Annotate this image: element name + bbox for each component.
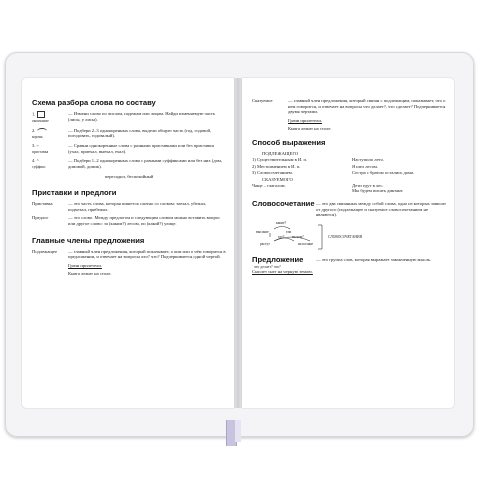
expression-row: 2) Местоимением в И. п. Я шел лесом.	[252, 163, 378, 169]
analysis-row	[32, 128, 226, 141]
analysis-row	[32, 158, 226, 170]
analysis-text: — Подбери 2–3 однокоренных слова, выдели общую часть (год, годовой, погодовать, годовалый).	[68, 127, 212, 139]
term-row	[252, 198, 446, 218]
right-page-content	[252, 98, 446, 274]
term-row	[32, 215, 226, 226]
diagram-label: СЛОВОСОЧЕТАНИЯ	[328, 234, 363, 239]
term-row	[32, 249, 226, 260]
term: Подлежащее	[32, 248, 57, 254]
section-title-phrase: Словосочетание	[252, 198, 315, 208]
term-row	[32, 201, 226, 212]
term-definition: — это группа слов, которая выражает законченную мысль.	[316, 256, 432, 262]
example-sentence: Сыплет снег на черную землю.	[252, 269, 313, 275]
term: Сказуемое	[252, 98, 273, 103]
prefix-symbol-icon: ⌐	[36, 143, 40, 149]
term-row	[252, 98, 446, 115]
left-page-content	[32, 98, 226, 277]
example-sentence: Книга лежит на столе.	[68, 271, 112, 277]
left-page	[22, 78, 234, 408]
row-number: 1.	[32, 111, 36, 117]
ending-symbol-icon	[37, 111, 45, 118]
right-page	[242, 78, 454, 408]
section-title-word-analysis: Схема разбора слова по составу	[32, 98, 156, 107]
section-title-main-members: Главные члены предложения	[32, 235, 145, 245]
term-definition: — главный член предложения, который показывает, о ком или о чём говорится в предложении, и отвечает на вопросы кто? что? Подчеркивается одной чертой.	[68, 248, 226, 260]
term-row	[252, 254, 446, 264]
expression-row: 1) Существительным в И. п. Наступило лето.	[252, 156, 385, 162]
bookmark-ribbon-edge	[235, 420, 241, 442]
subheading: СКАЗУЕМОГО	[262, 176, 293, 182]
term-definition: — главный член предложения, который связан с подлежащим, показывает, что о нем говорится, и отвечает на вопросы что делает?, что сделает? Подчеркивается двумя чертами.	[288, 98, 446, 115]
suffix-symbol-icon: ^	[36, 158, 39, 164]
row-number: 2.	[32, 127, 36, 133]
section-title-prefixes: Приставки и предлоги	[32, 188, 117, 198]
expression-row: 3) Словосочетанием. Сестра с братом остались дома.	[252, 170, 415, 176]
example-sentence: Грачи прилетели.	[288, 117, 322, 123]
symbol-label: суффикс	[32, 164, 46, 169]
phrase-diagram: какие? высокие ели где? на чем? растут на поляне СЛОВОСОЧЕТАНИЯ	[252, 221, 446, 251]
section-title-expression: Способ выражения	[252, 137, 326, 147]
term-definition: — это слово. Между предлогом и следующим словом можно вставить вопрос или другое слово: за (каким?) лесом, по (какой?) улице.	[68, 215, 221, 226]
analysis-text: — Измени слово по числам, падежам или лицам. Найди изменяемую часть (лисы, у лисы).	[68, 111, 216, 122]
term-definition: — это два связанных между собой слова, одно из которых зависит от другого (подлежащее и сказуемое словосочетанием не являются).	[316, 200, 446, 218]
question-hint: что делает? что?	[254, 265, 281, 270]
symbol-label: окончание	[32, 119, 49, 123]
term: Приставка	[32, 201, 53, 207]
symbol-label: корень	[32, 134, 43, 139]
example-line: пересадил, беспокойный	[104, 173, 154, 179]
row-number: 3.	[32, 143, 36, 149]
analysis-text: — Сравни однокоренные слова с разными приставками или без приставки (ухал, приехал, выехал, ехал).	[68, 143, 214, 154]
notebook-spine	[234, 78, 242, 408]
section-title-sentence: Предложение	[252, 254, 304, 264]
analysis-row	[32, 143, 226, 155]
root-symbol-icon	[37, 128, 47, 134]
example-sentence: Грачи прилетели.	[68, 262, 102, 268]
term-definition: — это часть слова, которая пишется слитно со словом: заехал, убежал, подъехал, прибежал.	[68, 201, 207, 212]
analysis-row	[32, 111, 226, 125]
row-number: 4.	[32, 158, 36, 164]
analysis-text: — Подбери 1–2 однокоренных слова с разными суффиксами или без них (дом, домовой, домик).	[68, 158, 222, 169]
expression-row: Чаще – глаголом. Дети едут в лес. Мы будем писать диктант.	[252, 182, 404, 194]
example-sentence: Книга лежит на столе.	[288, 126, 332, 132]
term: Предлог	[32, 215, 49, 221]
symbol-label: приставка	[32, 149, 49, 154]
subheading: ПОДЛЕЖАЩЕГО	[262, 150, 299, 156]
